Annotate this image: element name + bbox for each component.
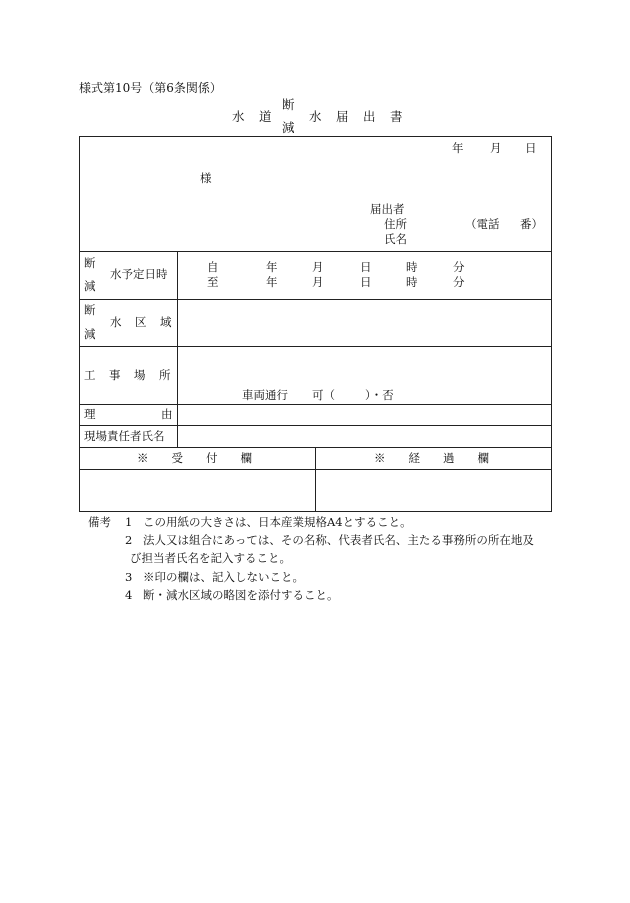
- note-text: この用紙の大きさは、日本産業規格A4とすること。: [143, 515, 412, 529]
- schedule-to-year: 年: [266, 275, 278, 289]
- schedule-to: 至: [207, 275, 219, 289]
- vehicle-allowed: 可（: [312, 388, 335, 402]
- vehicle-not-allowed: ）・否: [365, 388, 394, 402]
- row-divider: [79, 425, 552, 426]
- note-text: 断・減水区域の略図を添付すること。: [143, 588, 339, 602]
- note-number: 1: [125, 515, 133, 529]
- row-divider: [79, 299, 552, 300]
- date-year-label: 年: [452, 141, 464, 155]
- schedule-to-day: 日: [360, 275, 372, 289]
- area-label-gen: 減: [84, 327, 96, 341]
- schedule-to-month: 月: [312, 275, 324, 289]
- schedule-from-day: 日: [360, 260, 372, 274]
- table-right-border: [551, 136, 552, 512]
- receipt-header: ※ 受 付 欄: [137, 451, 252, 465]
- note-text-continued: び担当者氏名を記入すること。: [130, 551, 291, 565]
- schedule-from-minute: 分: [453, 260, 465, 274]
- schedule-from: 自: [207, 260, 219, 274]
- reason-label-left: 理: [84, 407, 96, 421]
- note-number: 4: [125, 588, 133, 602]
- progress-header: ※ 経 過 欄: [374, 451, 489, 465]
- manager-label: 現場責任者氏名: [84, 429, 165, 443]
- footer-column-divider: [315, 447, 316, 512]
- area-label-dan: 断: [84, 303, 96, 317]
- note-number: 2: [125, 533, 133, 547]
- title-dan: 断: [282, 97, 295, 112]
- schedule-label-dan: 断: [84, 256, 96, 270]
- title-suffix: 水 届 出 書: [309, 109, 404, 124]
- table-top-border: [79, 136, 552, 137]
- title-prefix: 水 道: [232, 109, 273, 124]
- table-left-border: [79, 136, 80, 512]
- reason-label-right: 由: [161, 407, 173, 421]
- row-divider: [79, 251, 552, 252]
- phone-close-label: 番）: [520, 217, 543, 231]
- note-text: 法人又は組合にあっては、その名称、代表者氏名、主たる事務所の所在地及: [143, 533, 534, 547]
- vehicle-label: 車両通行: [242, 388, 288, 402]
- schedule-from-year: 年: [266, 260, 278, 274]
- row-divider: [79, 404, 552, 405]
- notifier-label: 届出者: [370, 202, 405, 216]
- note-text: ※印の欄は、記入しないこと。: [143, 570, 304, 584]
- row-divider: [79, 346, 552, 347]
- site-label: 工 事 場 所: [84, 368, 172, 382]
- addressee-suffix: 様: [200, 171, 212, 185]
- schedule-label-gen: 減: [84, 279, 96, 293]
- schedule-from-hour: 時: [406, 260, 418, 274]
- name-label: 氏名: [384, 232, 407, 246]
- schedule-from-month: 月: [312, 260, 324, 274]
- notes-label: 備考: [88, 515, 111, 529]
- address-label: 住所: [384, 217, 407, 231]
- note-number: 3: [125, 570, 133, 584]
- area-label-rest: 水 区 域: [110, 315, 173, 329]
- date-month-label: 月: [490, 141, 502, 155]
- phone-open-label: （電話: [465, 217, 500, 231]
- schedule-label-rest: 水予定日時: [110, 267, 168, 281]
- schedule-to-minute: 分: [453, 275, 465, 289]
- title-gen: 減: [282, 120, 295, 135]
- label-column-divider: [177, 251, 178, 447]
- schedule-to-hour: 時: [406, 275, 418, 289]
- form-number: 様式第10号（第6条関係）: [79, 81, 222, 95]
- date-day-label: 日: [525, 141, 537, 155]
